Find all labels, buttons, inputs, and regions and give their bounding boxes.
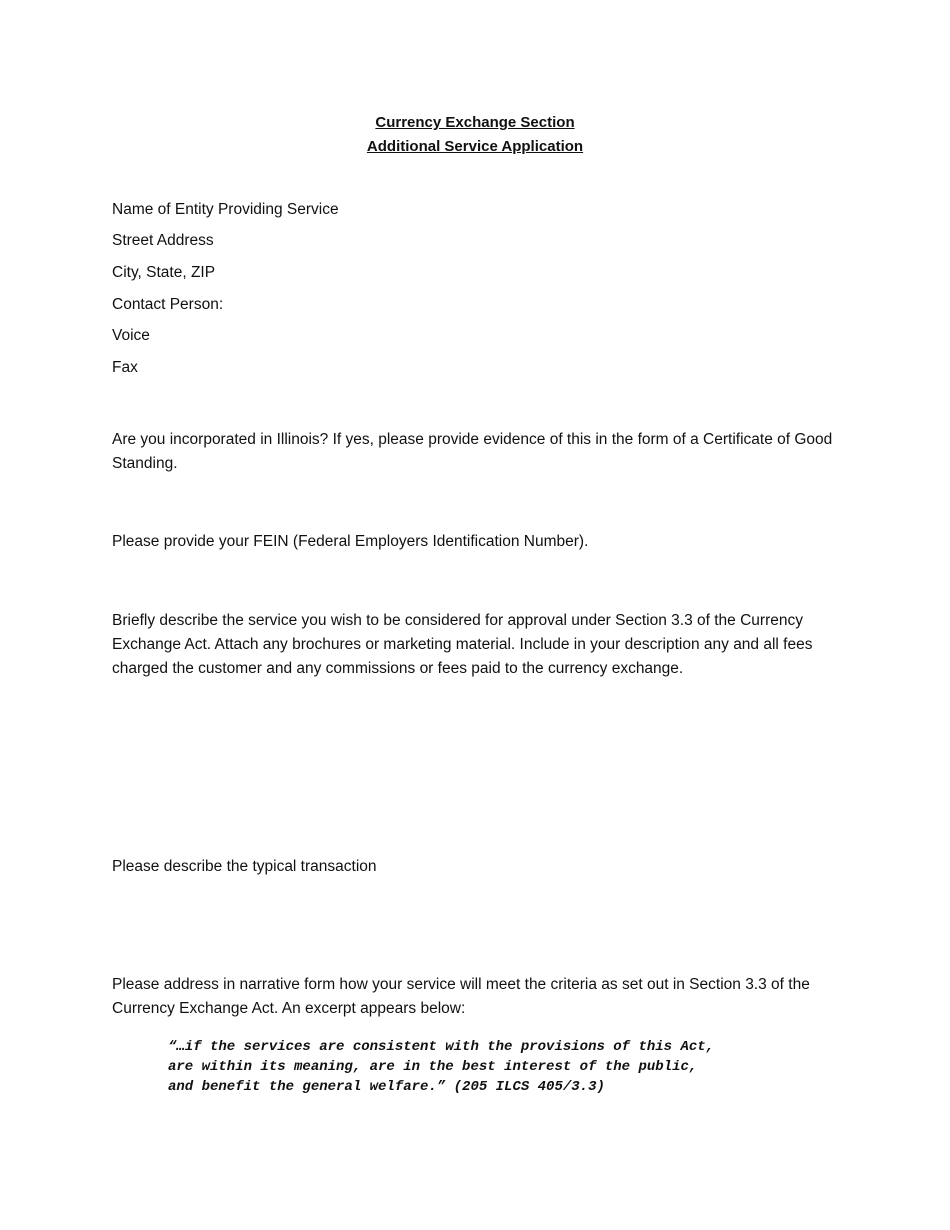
service-description-question: Briefly describe the service you wish to be considered for approval under Section 3.3 of the Currency Exchange Act. Attach any brochures or marketing material. Include in your description any and all fees charged the customer and any commissions or fees paid to the currency exchange. [112,612,813,677]
application-title: Additional Service Application [366,138,584,155]
contact-person-label: Contact Person: [112,296,224,313]
street-address-label: Street Address [112,232,214,249]
criteria-narrative-question: Please address in narrative form how your service will meet the criteria as set out in Section 3.3 of the Currency Exchange Act. An excerpt appears below: [112,976,810,1017]
typical-transaction-question: Please describe the typical transaction [112,858,377,875]
fein-question: Please provide your FEIN (Federal Employers Identification Number). [112,533,589,550]
city-state-zip-label: City, State, ZIP [112,264,216,281]
entity-name-label: Name of Entity Providing Service [112,201,339,218]
fax-label: Fax [112,359,138,376]
voice-label: Voice [112,327,150,344]
incorporation-question: Are you incorporated in Illinois? If yes, please provide evidence of this in the form of a Certificate of Good Standing. [112,431,833,472]
section-title: Currency Exchange Section [375,114,575,131]
statute-excerpt: “…if the services are consistent with the provisions of this Act, are within its meaning, are in the best interest of the public, and benefit the general welfare.” (205 ILCS 405/3.3) [168,1039,715,1095]
